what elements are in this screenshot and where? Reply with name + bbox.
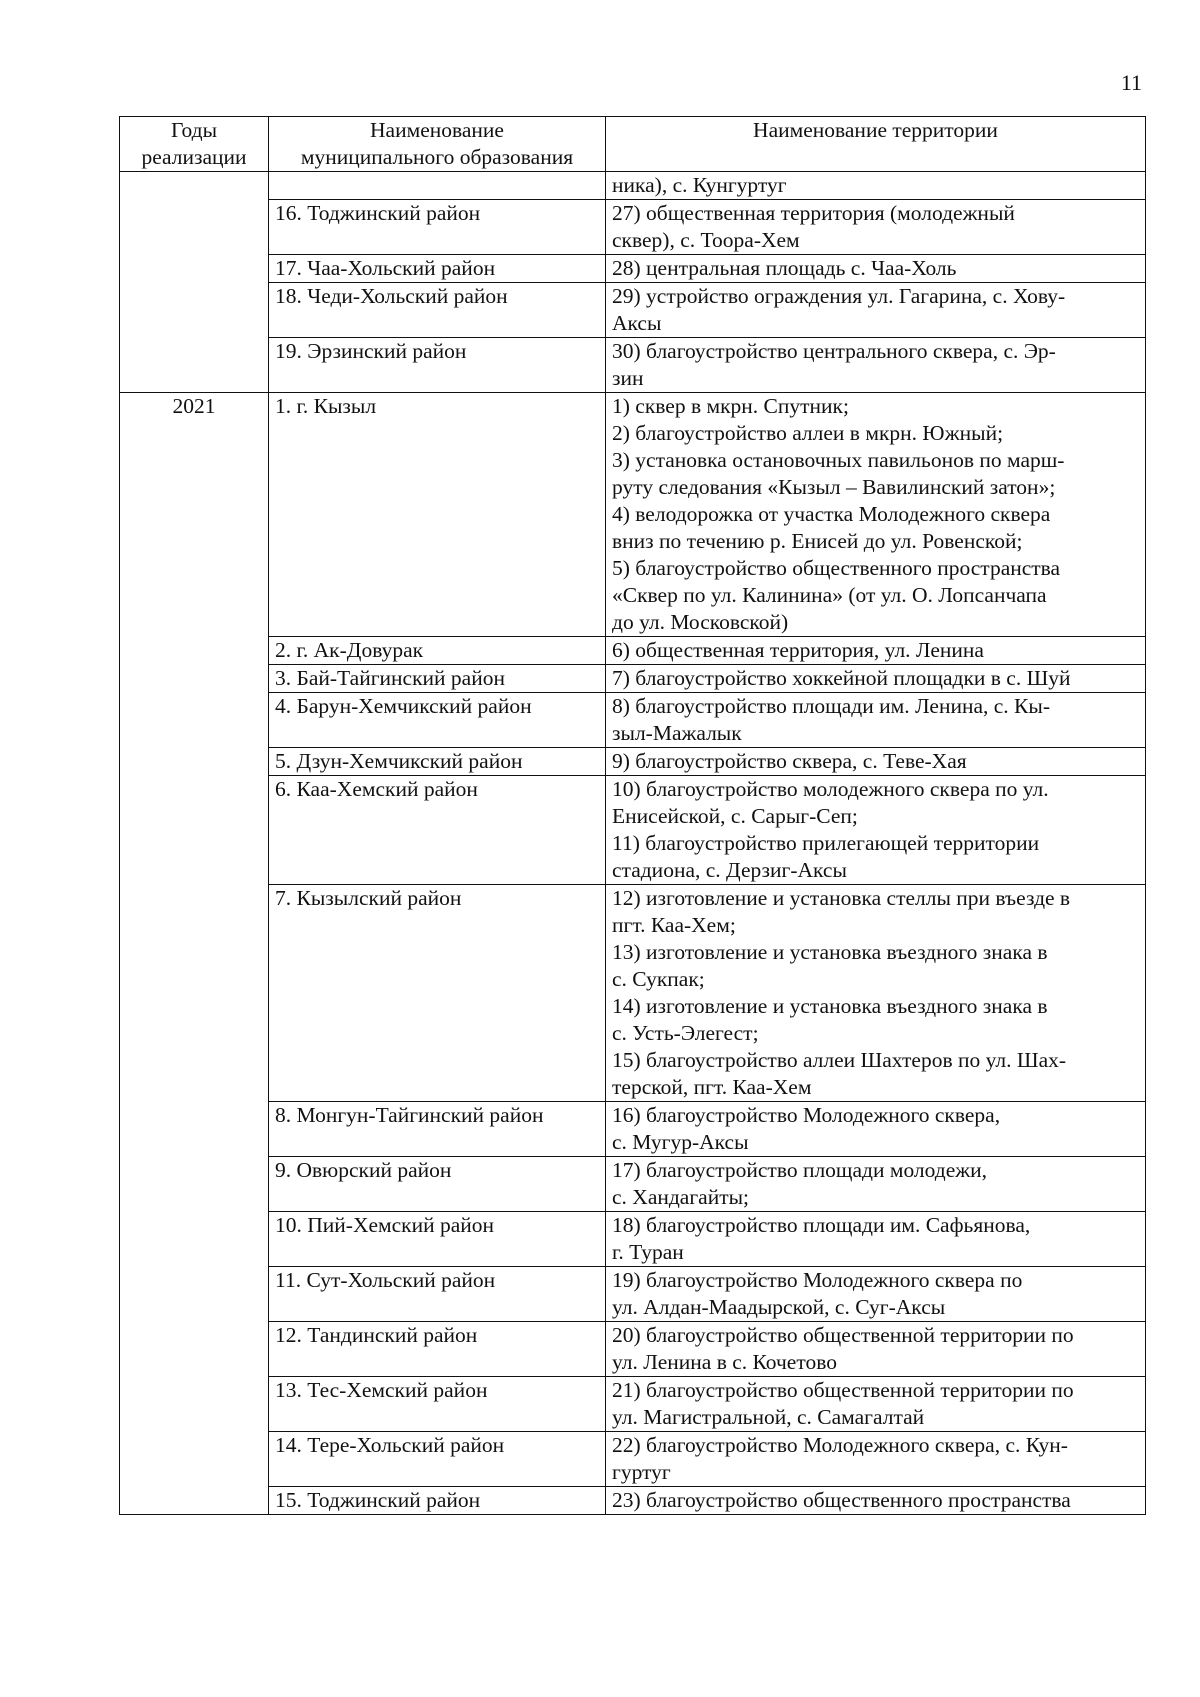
territory-cell-line: 22) благоустройство Молодежного сквера, с. Кун-: [612, 1433, 1068, 1457]
territory-cell: [606, 637, 1146, 665]
territory-cell: [606, 1102, 1146, 1157]
territory-cell-line: Аксы: [612, 311, 662, 335]
territory-cell: [606, 665, 1146, 693]
municipality-cell-line: 2. г. Ак-Довурак: [275, 638, 424, 662]
territory-cell: [606, 1322, 1146, 1377]
territory-cell-line: 10) благоустройство молодежного сквера по ул.: [612, 777, 1049, 801]
territory-cell-line: 4) велодорожка от участка Молодежного сквера: [612, 502, 1051, 526]
table-row: [120, 393, 1146, 637]
municipality-cell-line: 6. Каа-Хемский район: [275, 777, 478, 801]
territory-cell-line: 3) установка остановочных павильонов по марш-: [612, 448, 1065, 472]
municipality-cell: [269, 637, 606, 665]
header-years: Годы реализации: [120, 117, 269, 172]
municipality-cell: [269, 1377, 606, 1432]
municipality-cell-line: 5. Дзун-Хемчикский район: [275, 749, 523, 773]
territory-cell-line: «Сквер по ул. Калинина» (от ул. О. Лопсанчапа: [612, 583, 1047, 607]
territory-cell-line: 16) благоустройство Молодежного сквера,: [612, 1103, 1001, 1127]
territory-cell: [606, 393, 1146, 637]
territory-cell-line: 6) общественная территория, ул. Ленина: [612, 638, 984, 662]
municipality-cell-line: 9. Овюрский район: [275, 1158, 452, 1182]
table-row: [120, 200, 1146, 255]
territory-cell-line: 19) благоустройство Молодежного сквера по: [612, 1268, 1023, 1292]
page-number: 11: [1120, 70, 1142, 95]
table-row: [120, 665, 1146, 693]
territory-cell: [606, 1377, 1146, 1432]
territory-cell: [606, 693, 1146, 748]
municipality-cell: [269, 1487, 606, 1515]
municipality-cell-line: 14. Тере-Хольский район: [275, 1433, 505, 1457]
table-row: [120, 748, 1146, 776]
territory-cell-line: 21) благоустройство общественной территории по: [612, 1378, 1074, 1402]
territory-cell: [606, 1157, 1146, 1212]
municipality-cell: [269, 665, 606, 693]
table-row: [120, 255, 1146, 283]
table-row: [120, 776, 1146, 885]
municipality-cell: [269, 1322, 606, 1377]
territory-cell: [606, 255, 1146, 283]
municipality-cell: [269, 748, 606, 776]
table-row: [120, 1157, 1146, 1212]
territory-cell-line: 30) благоустройство центрального сквера, с. Эр-: [612, 339, 1056, 363]
municipality-cell: [269, 885, 606, 1102]
table-row: [120, 1102, 1146, 1157]
municipality-cell-line: 4. Барун-Хемчикский район: [275, 694, 532, 718]
table-row: [120, 1267, 1146, 1322]
territory-cell: [606, 1212, 1146, 1267]
territory-cell-line: 28) центральная площадь с. Чаа-Холь: [612, 256, 957, 280]
territory-cell-line: руту следования «Кызыл – Вавилинский затон»;: [612, 475, 1056, 499]
territory-cell-line: вниз по течению р. Енисей до ул. Ровенской;: [612, 529, 1023, 553]
municipality-cell: [269, 283, 606, 338]
territory-cell-line: 5) благоустройство общественного пространства: [612, 556, 1061, 580]
table-row: [120, 637, 1146, 665]
municipality-cell-line: 8. Монгун-Тайгинский район: [275, 1103, 544, 1127]
table-row: [120, 1432, 1146, 1487]
territory-cell-line: гуртуг: [612, 1460, 671, 1484]
territory-cell-line: пгт. Каа-Хем;: [612, 913, 736, 937]
territory-cell: [606, 338, 1146, 393]
territory-cell-line: 11) благоустройство прилегающей территории: [612, 831, 1040, 855]
header-municipality: Наименование муниципального образования: [269, 117, 606, 172]
territory-cell: [606, 748, 1146, 776]
territory-cell-line: до ул. Московской): [612, 610, 789, 634]
territory-cell: [606, 885, 1146, 1102]
territory-cell-line: ника), с. Кунгуртуг: [612, 173, 787, 197]
table-row: [120, 172, 1146, 200]
table-row: [120, 1322, 1146, 1377]
table-row: [120, 693, 1146, 748]
municipality-cell: [269, 1212, 606, 1267]
territory-cell-line: ул. Магистральной, с. Самагалтай: [612, 1405, 925, 1429]
territory-cell-line: г. Туран: [612, 1240, 684, 1264]
territory-cell-line: ул. Ленина в с. Кочетово: [612, 1350, 837, 1374]
territory-cell-line: зыл-Мажалык: [612, 721, 742, 745]
table-row: [120, 885, 1146, 1102]
territory-cell-line: 7) благоустройство хоккейной площадки в с. Шуй: [612, 666, 1071, 690]
territory-cell-line: 14) изготовление и установка въездного знака в: [612, 994, 1048, 1018]
municipality-cell-line: 18. Чеди-Хольский район: [275, 284, 508, 308]
territory-cell-line: 23) благоустройство общественного пространства: [612, 1488, 1071, 1512]
territory-cell: [606, 200, 1146, 255]
municipality-cell: [269, 172, 606, 200]
year-label: 2021: [172, 394, 216, 418]
municipality-cell: [269, 1102, 606, 1157]
territory-cell-line: 17) благоустройство площади молодежи,: [612, 1158, 988, 1182]
territory-cell-line: зин: [612, 366, 644, 390]
table-row: [120, 1212, 1146, 1267]
table-row: [120, 338, 1146, 393]
territory-cell-line: терской, пгт. Каа-Хем: [612, 1075, 812, 1099]
territory-cell-line: 29) устройство ограждения ул. Гагарина, с. Хову-: [612, 284, 1066, 308]
territory-cell-line: 9) благоустройство сквера, с. Теве-Хая: [612, 749, 967, 773]
territory-cell-line: стадиона, с. Дерзиг-Аксы: [612, 858, 847, 882]
table-body: [120, 172, 1146, 1515]
territory-cell-line: 1) сквер в мкрн. Спутник;: [612, 394, 849, 418]
municipality-cell-line: 15. Тоджинский район: [275, 1488, 481, 1512]
territory-cell-line: Енисейской, с. Сарыг-Сеп;: [612, 804, 858, 828]
municipality-cell-line: 1. г. Кызыл: [275, 394, 377, 418]
territory-cell-line: 18) благоустройство площади им. Сафьянова,: [612, 1213, 1031, 1237]
year-cell-continued: [120, 172, 269, 393]
territory-cell: [606, 172, 1146, 200]
territory-cell: [606, 1487, 1146, 1515]
municipality-cell-line: 13. Тес-Хемский район: [275, 1378, 488, 1402]
territory-cell: [606, 283, 1146, 338]
municipality-cell: [269, 200, 606, 255]
municipality-cell: [269, 255, 606, 283]
territory-cell-line: сквер), с. Тоора-Хем: [612, 228, 800, 252]
municipality-cell: [269, 1432, 606, 1487]
territory-cell-line: с. Усть-Элегест;: [612, 1021, 759, 1045]
municipality-cell-line: 3. Бай-Тайгинский район: [275, 666, 505, 690]
municipality-cell: [269, 1267, 606, 1322]
territory-cell-line: с. Мугур-Аксы: [612, 1130, 749, 1154]
territory-cell: [606, 776, 1146, 885]
year-cell-2021: [120, 393, 269, 1515]
header-territory: Наименование территории: [606, 117, 1146, 172]
table-header: [120, 117, 1146, 172]
territories-table: [119, 116, 1146, 1515]
table-row: [120, 1487, 1146, 1515]
municipality-cell-line: 12. Тандинский район: [275, 1323, 478, 1347]
municipality-cell-line: 19. Эрзинский район: [275, 339, 467, 363]
municipality-cell: [269, 693, 606, 748]
territory-cell-line: 20) благоустройство общественной территории по: [612, 1323, 1074, 1347]
municipality-cell: [269, 393, 606, 637]
territory-cell-line: с. Сукпак;: [612, 967, 705, 991]
municipality-cell: [269, 338, 606, 393]
territory-cell-line: ул. Алдан-Маадырской, с. Суг-Аксы: [612, 1295, 946, 1319]
municipality-cell: [269, 776, 606, 885]
territory-cell-line: 27) общественная территория (молодежный: [612, 201, 1015, 225]
territory-cell-line: с. Хандагайты;: [612, 1185, 750, 1209]
territory-cell: [606, 1432, 1146, 1487]
territory-cell-line: 13) изготовление и установка въездного знака в: [612, 940, 1048, 964]
table-row: [120, 1377, 1146, 1432]
territory-cell: [606, 1267, 1146, 1322]
table-row: [120, 283, 1146, 338]
territory-cell-line: 2) благоустройство аллеи в мкрн. Южный;: [612, 421, 1004, 445]
municipality-cell: [269, 1157, 606, 1212]
municipality-cell-line: 17. Чаа-Хольский район: [275, 256, 496, 280]
territory-cell-line: 15) благоустройство аллеи Шахтеров по ул. Шах-: [612, 1048, 1067, 1072]
municipality-cell-line: 11. Сут-Хольский район: [275, 1268, 496, 1292]
municipality-cell-line: 7. Кызылский район: [275, 886, 462, 910]
municipality-cell-line: 16. Тоджинский район: [275, 201, 481, 225]
territory-cell-line: 12) изготовление и установка стеллы при въезде в: [612, 886, 1071, 910]
territory-cell-line: 8) благоустройство площади им. Ленина, с. Кы-: [612, 694, 1050, 718]
municipality-cell-line: 10. Пий-Хемский район: [275, 1213, 495, 1237]
